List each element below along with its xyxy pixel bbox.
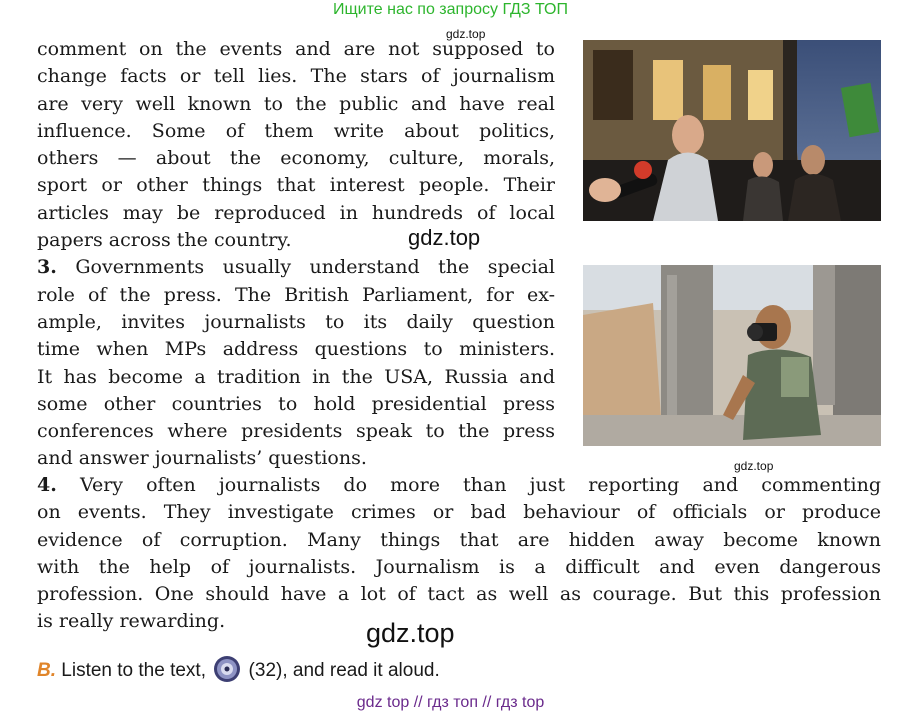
text-line: conferences where presidents speak to the press: [37, 420, 555, 443]
watermark-top: gdz.top: [446, 27, 486, 41]
text-line: comment on the events and are not supposed to: [37, 38, 555, 60]
task-letter: B.: [37, 660, 56, 681]
text-fragment: Very often journalists do more than just reporting and commenting: [79, 474, 882, 496]
text-line: some other countries to hold presidential press: [37, 392, 555, 415]
protest-photo: [583, 40, 881, 221]
paragraph-number: 4.: [37, 474, 57, 496]
text-line: papers across the country.: [37, 229, 292, 252]
text-line: role of the press. The British Parliament, for ex-: [37, 283, 555, 306]
text-line: influence. Some of them write about politics,: [37, 119, 555, 142]
watermark-right: gdz.top: [734, 459, 774, 473]
paragraph-number: 3.: [37, 256, 57, 279]
disc-icon[interactable]: [213, 655, 241, 689]
text-line: with the help of journalists. Journalism is a difficult and even dangerous: [37, 555, 881, 578]
text-line: are very well known to the public and have real: [37, 92, 555, 115]
paragraph-3-first-line: [37, 254, 555, 281]
text-line: and answer journalists’ questions.: [37, 447, 367, 470]
text-line: sport or other things that interest people. Their: [37, 174, 555, 197]
paragraph-4-first-line: [37, 472, 881, 499]
footer-watermark: gdz top // гдз топ // гдз top: [356, 694, 545, 711]
text-line: evidence of corruption. Many things that are hidden away become known: [37, 528, 881, 551]
left-column-text: [37, 36, 555, 473]
text-line: others — about the economy, culture, morals,: [37, 147, 555, 170]
text-line: time when MPs address questions to ministers.: [37, 338, 555, 361]
photographer-photo-illustration: [583, 265, 881, 446]
text-line: is really rewarding.: [37, 610, 226, 633]
text-line: It has become a tradition in the USA, Russia and: [37, 365, 555, 388]
photographer-photo: [583, 265, 881, 446]
task-text-after: (32), and read it aloud.: [248, 660, 440, 681]
protest-photo-illustration: [583, 40, 881, 221]
watermark-mid: gdz.top: [408, 225, 481, 250]
text-line: ample, invites journalists to its daily question: [37, 310, 555, 333]
text-line: profession. One should have a lot of tact as well as courage. But this profession: [37, 583, 881, 606]
text-line: change facts or tell lies. The stars of journalism: [37, 65, 555, 88]
text-line: articles may be reproduced in hundreds of local: [37, 201, 555, 224]
task-instruction: [37, 655, 440, 689]
search-banner: Ищите нас по запросу ГДЗ ТОП: [333, 1, 568, 18]
watermark-bottom: gdz.top: [366, 618, 455, 648]
text-fragment: Governments usually understand the special: [75, 256, 555, 279]
text-line: on events. They investigate crimes or bad behaviour of officials or produce: [37, 501, 881, 524]
task-text-before: Listen to the text,: [61, 660, 206, 681]
paragraph-4: [37, 472, 881, 636]
